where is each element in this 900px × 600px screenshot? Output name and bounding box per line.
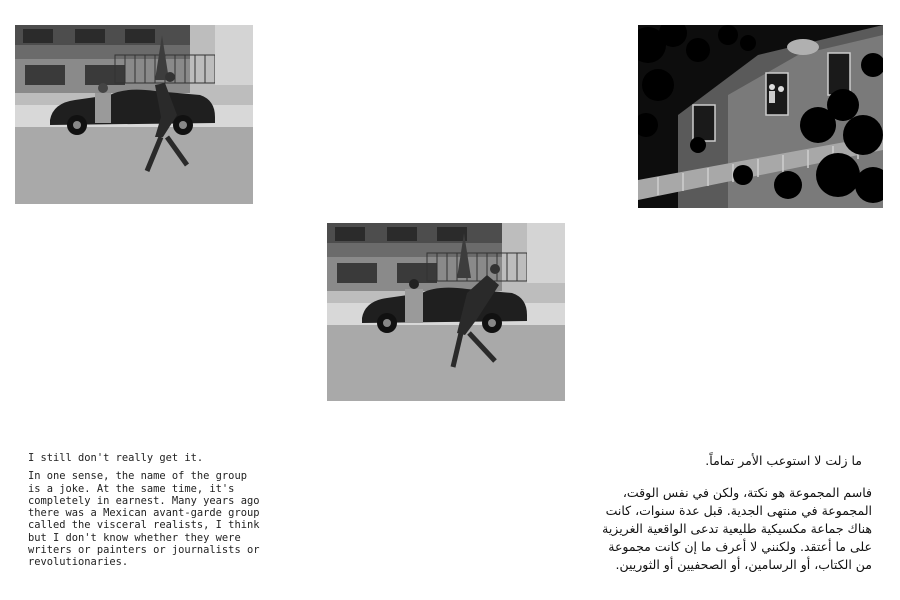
english-text-block [28,452,298,569]
building-window-photo-icon [638,25,883,208]
arabic-body: فاسم المجموعة هو نكتة، ولكن في نفس الوقت، المجموعة في منتهى الجدية. قبل عدة سنوات، كانت هناك جماعة مكسيكية طليعية تدعى الواقعية الغريزية على ما أعتقد. ولكنني لا أعرف ما إن كانت مجموعة من الكتاب، أو الرسامين، أو الصحفيين أو الثوريين. [602,485,872,572]
street-photo-icon [15,25,253,204]
street-photo-left [15,25,253,204]
street-photo-icon [327,223,565,401]
street-photo-center [327,223,565,401]
english-heading: I still don't really get it. [28,452,204,464]
english-body: In one sense, the name of the group is a joke. At the same time, it's completely in earnest. Many years ago there was a Mexican avant-garde group called the visceral realists, I think but I don't know whether they were writers or painters or journalists or revolutionaries. [28,470,260,569]
building-window-photo [638,25,883,208]
arabic-text-block [572,452,872,574]
arabic-heading: ما زلت لا استوعب الأمر تماماً. [705,453,862,468]
